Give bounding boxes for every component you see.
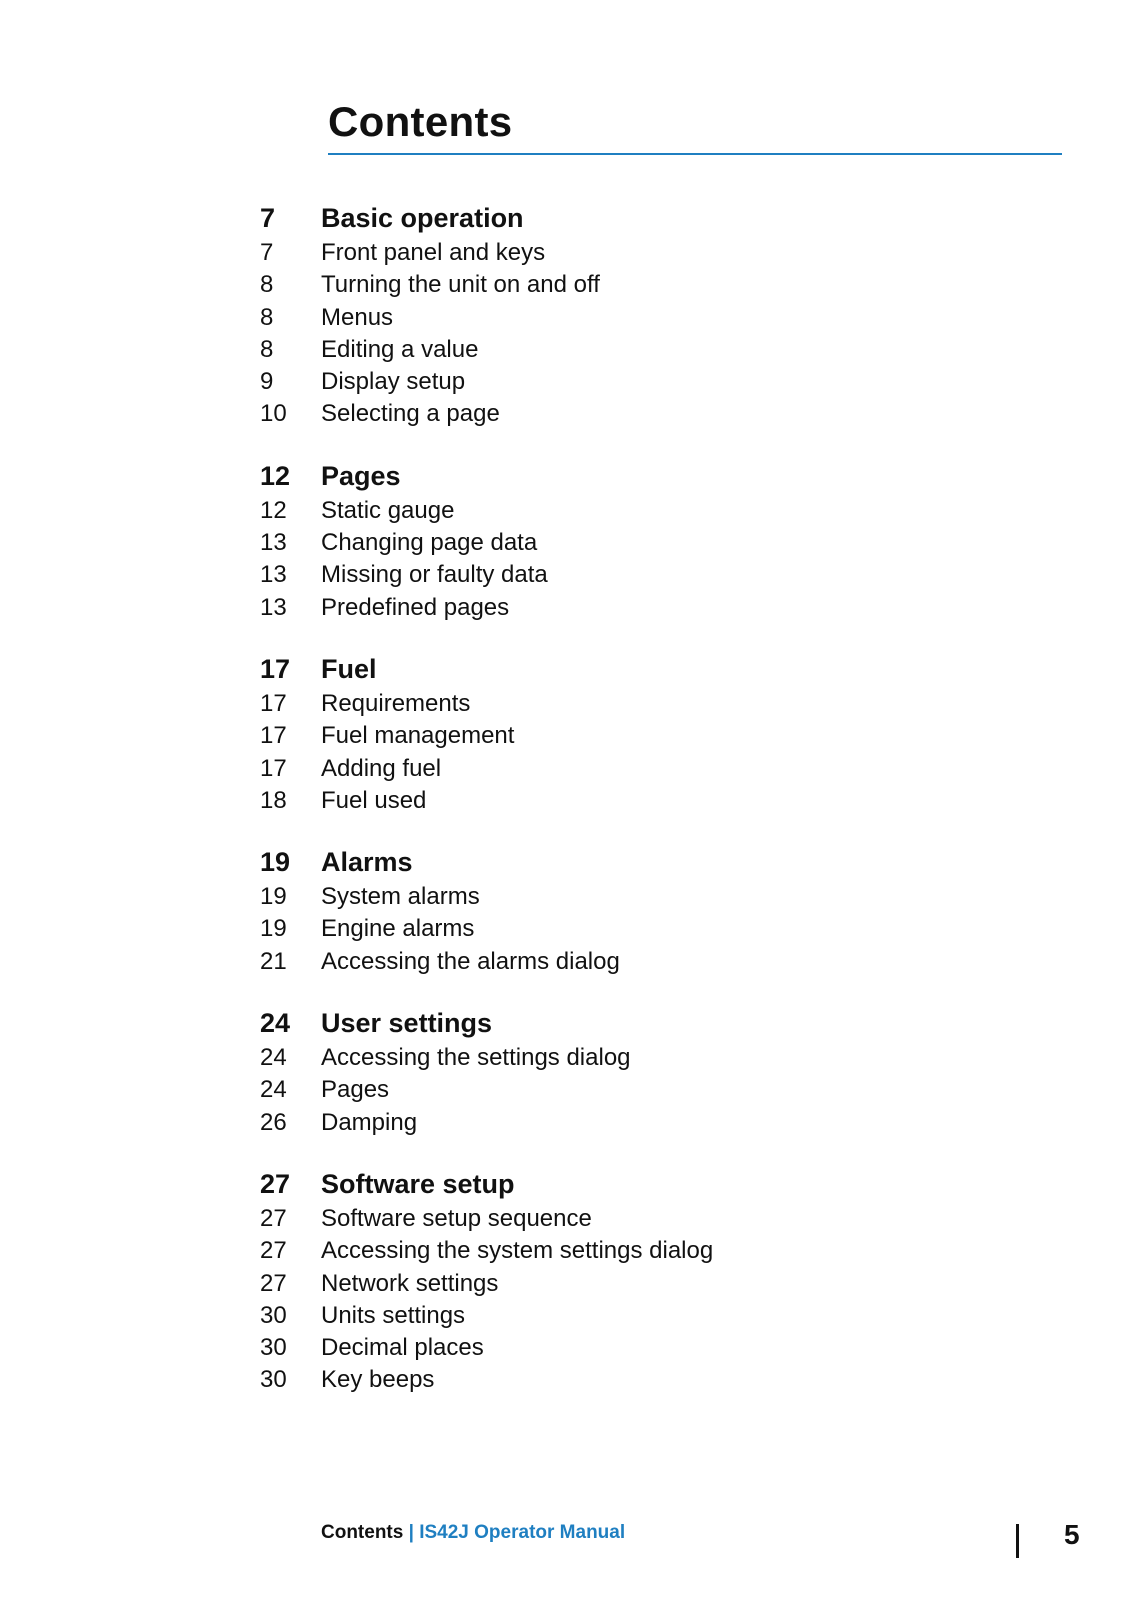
toc-entry-page-number: 21 (260, 947, 287, 975)
toc-entry-title: Turning the unit on and off (321, 271, 600, 299)
toc-entry[interactable] (260, 334, 960, 366)
toc-entry[interactable] (260, 1364, 960, 1396)
toc-section-page-number: 17 (260, 653, 291, 684)
toc-section-page-number: 27 (260, 1168, 291, 1199)
toc-entry-title: Front panel and keys (321, 239, 546, 266)
page-number: 5 (1064, 1519, 1080, 1550)
toc-section-heading[interactable] (260, 843, 960, 881)
toc-entry[interactable] (260, 398, 960, 430)
footer-manual-title: IS42J Operator Manual (419, 1522, 626, 1543)
toc-entry-title: Pages (321, 1076, 390, 1104)
toc-entry-page-number: 26 (260, 1108, 287, 1136)
toc-entry[interactable] (260, 913, 960, 945)
toc-entry-page-number: 19 (260, 883, 287, 911)
toc-section-heading[interactable] (260, 1004, 960, 1042)
toc-entry[interactable] (260, 785, 960, 817)
footer-section-label: Contents (321, 1522, 404, 1543)
toc-entry-title: Static gauge (321, 496, 455, 524)
toc-section-title: Alarms (321, 847, 413, 878)
toc-entry-page-number: 19 (260, 915, 287, 943)
toc-entry[interactable] (260, 1268, 960, 1300)
toc-entry-page-number: 17 (260, 754, 287, 782)
toc-entry-page-number: 10 (260, 400, 287, 428)
toc-entry[interactable] (260, 688, 960, 720)
toc-section-title: Fuel (321, 653, 377, 684)
toc-section-title: Software setup (321, 1168, 515, 1199)
footer-separator: | (408, 1522, 414, 1543)
toc-entry-title: Selecting a page (321, 400, 500, 428)
toc-section-title: User settings (321, 1008, 493, 1039)
toc-entry[interactable] (260, 753, 960, 785)
toc-entry-page-number: 13 (260, 529, 287, 557)
toc-entry-title: Missing or faulty data (321, 561, 548, 589)
toc-entry[interactable] (260, 269, 960, 301)
toc-entry[interactable] (260, 1300, 960, 1332)
toc-entry-page-number: 18 (260, 786, 287, 814)
toc-entry-title: Requirements (321, 689, 471, 717)
toc-entry-page-number: 12 (260, 496, 287, 524)
toc-entry-page-number: 30 (260, 1301, 287, 1329)
toc-entry-title: Accessing the system settings dialog (321, 1237, 714, 1265)
toc-entry[interactable] (260, 527, 960, 559)
title-divider (328, 153, 1062, 155)
toc-entry-title: Decimal places (321, 1334, 484, 1362)
toc-entry-page-number: 13 (260, 593, 287, 621)
toc-entry-title: Accessing the alarms dialog (321, 947, 620, 975)
table-of-contents (260, 199, 960, 1423)
toc-entry-page-number: 8 (260, 271, 274, 299)
toc-section-heading[interactable] (260, 650, 960, 688)
toc-section-title: Pages (321, 460, 401, 491)
toc-entry-title: Accessing the settings dialog (321, 1044, 631, 1072)
toc-entry-title: Fuel management (321, 722, 515, 750)
toc-entry[interactable] (260, 366, 960, 398)
toc-entry-title: Fuel used (321, 786, 427, 814)
toc-entry-title: Changing page data (321, 529, 538, 557)
toc-section (260, 1004, 960, 1139)
toc-entry-page-number: 27 (260, 1237, 287, 1265)
toc-section (260, 199, 960, 431)
toc-entry[interactable] (260, 559, 960, 591)
toc-section (260, 457, 960, 624)
toc-entry[interactable] (260, 946, 960, 978)
toc-entry-page-number: 9 (260, 368, 274, 396)
toc-section-heading[interactable] (260, 199, 960, 237)
toc-entry-page-number: 8 (260, 303, 274, 331)
toc-entry-page-number: 27 (260, 1269, 287, 1297)
toc-entry-page-number: 8 (260, 335, 274, 363)
toc-entry-title: Network settings (321, 1269, 499, 1297)
page-number-divider (1016, 1524, 1019, 1558)
toc-entry-title: System alarms (321, 883, 480, 911)
toc-entry[interactable] (260, 495, 960, 527)
toc-section-title: Basic operation (321, 203, 524, 233)
toc-entry-page-number: 27 (260, 1204, 287, 1232)
toc-entry-title: Key beeps (321, 1366, 435, 1394)
toc-entry[interactable] (260, 720, 960, 752)
toc-entry-page-number: 30 (260, 1366, 287, 1394)
toc-section-page-number: 24 (260, 1008, 291, 1039)
toc-entry[interactable] (260, 1332, 960, 1364)
toc-entry[interactable] (260, 592, 960, 624)
toc-section (260, 1165, 960, 1397)
toc-section (260, 843, 960, 978)
toc-entry[interactable] (260, 1107, 960, 1139)
toc-section-page-number: 12 (260, 460, 291, 491)
toc-entry-page-number: 7 (260, 239, 274, 266)
toc-entry-title: Software setup sequence (321, 1204, 592, 1232)
toc-section-heading[interactable] (260, 1165, 960, 1203)
toc-entry-page-number: 24 (260, 1044, 287, 1072)
toc-section-page-number: 7 (260, 203, 276, 233)
page-title: Contents (328, 98, 513, 145)
toc-entry[interactable] (260, 1235, 960, 1267)
toc-entry[interactable] (260, 881, 960, 913)
toc-entry-page-number: 30 (260, 1334, 287, 1362)
toc-entry-page-number: 24 (260, 1076, 287, 1104)
page-footer (321, 1522, 625, 1544)
toc-entry-title: Engine alarms (321, 915, 475, 943)
toc-entry[interactable] (260, 302, 960, 334)
toc-entry-page-number: 13 (260, 561, 287, 589)
toc-entry-title: Units settings (321, 1301, 466, 1329)
toc-entry-page-number: 17 (260, 689, 287, 717)
toc-entry[interactable] (260, 1074, 960, 1106)
toc-entry-title: Adding fuel (321, 754, 442, 782)
toc-entry-title: Predefined pages (321, 593, 510, 621)
toc-section (260, 650, 960, 817)
toc-section-heading[interactable] (260, 457, 960, 495)
toc-entry-page-number: 17 (260, 722, 287, 750)
toc-entry-title: Display setup (321, 368, 466, 396)
toc-section-page-number: 19 (260, 847, 291, 878)
toc-entry-title: Damping (321, 1108, 418, 1136)
toc-entry-title: Menus (321, 303, 394, 331)
toc-entry[interactable] (260, 1203, 960, 1235)
toc-entry-title: Editing a value (321, 335, 479, 363)
toc-entry[interactable] (260, 237, 960, 269)
toc-entry[interactable] (260, 1042, 960, 1074)
